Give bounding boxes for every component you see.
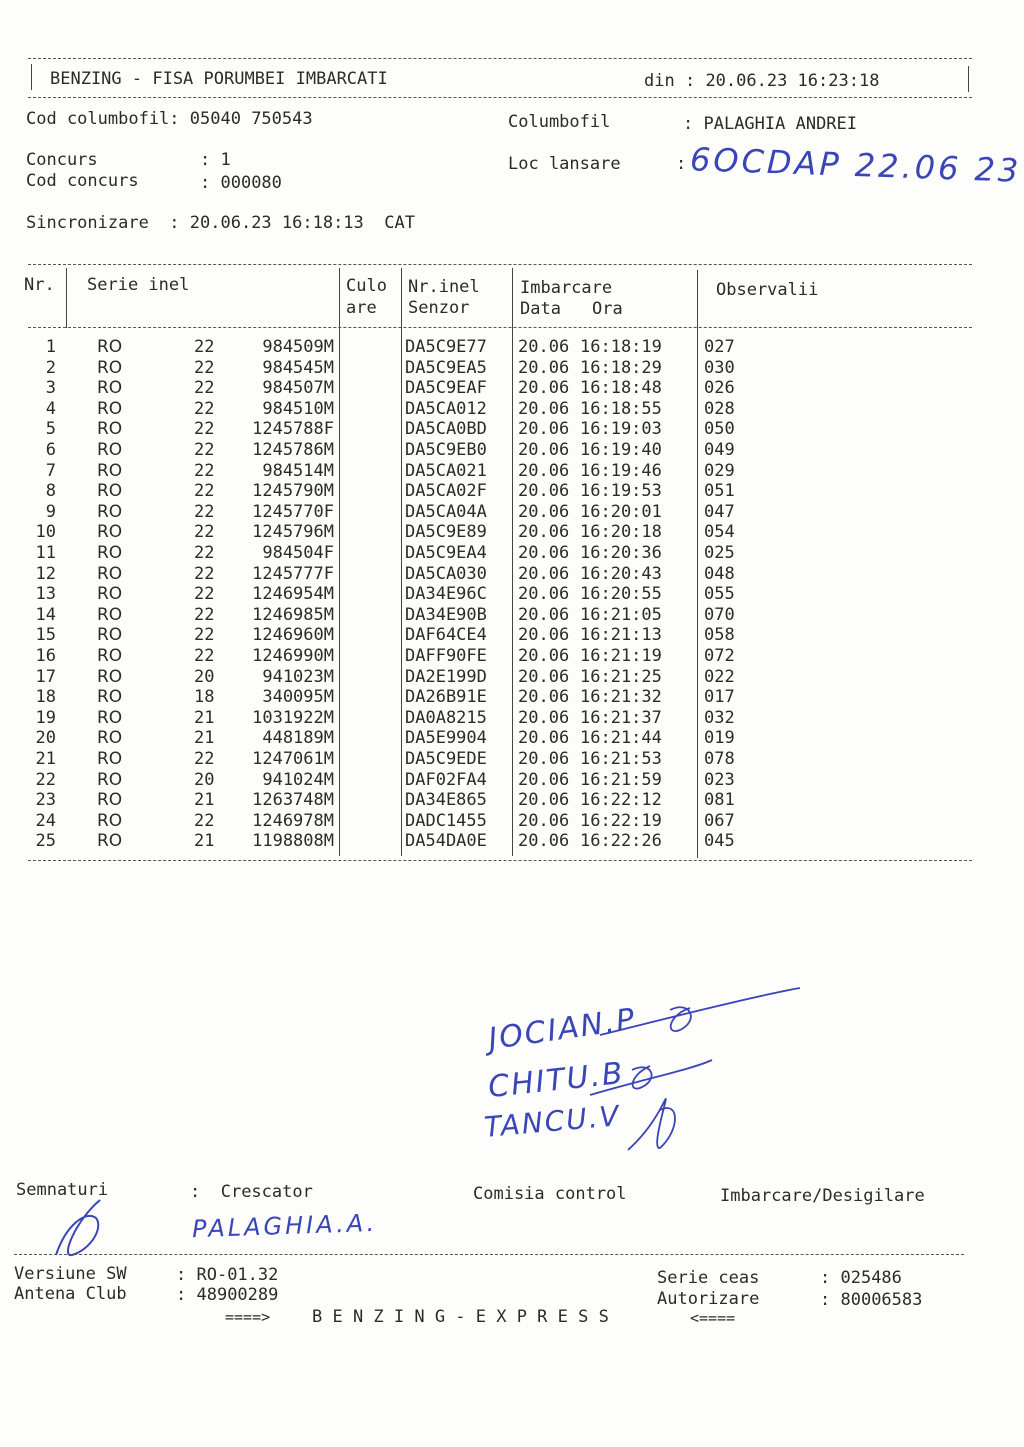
row-country: RO [97, 460, 123, 481]
row-country: RO [97, 522, 123, 543]
crescator-name-handwritten: PALAGHIA.A. [191, 1208, 378, 1244]
row-sensor-ring: DA5C9EDE [405, 749, 487, 769]
row-sensor-ring: DA5CA02F [405, 481, 487, 502]
col-header-nr: Nr. [24, 275, 55, 295]
row-observation: 070 [704, 604, 735, 625]
cod-columbofil: Cod columbofil: 05040 750543 [26, 109, 313, 129]
row-year: 22 [194, 543, 215, 563]
row-sensor-ring: DA5CA021 [405, 460, 487, 481]
row-date: 20.06 [518, 707, 570, 728]
row-number: 6 [45, 440, 56, 460]
row-number: 24 [35, 810, 56, 831]
row-ring-serial: 984504F [262, 543, 334, 563]
commission-name-2: CHITU.B [486, 1055, 627, 1106]
row-date: 20.06 [518, 790, 570, 811]
row-date: 20.06 [518, 584, 570, 605]
row-year: 21 [194, 707, 215, 728]
row-ring-serial: 1247061M [252, 749, 334, 769]
antena-label: Antena Club [14, 1284, 127, 1304]
row-observation: 022 [704, 666, 735, 687]
loc-lansare-colon: : [676, 154, 687, 174]
row-observation: 045 [704, 831, 735, 852]
row-number: 8 [45, 481, 56, 502]
row-observation: 055 [704, 584, 735, 605]
row-ring-serial: 984514M [262, 460, 334, 481]
row-date: 20.06 [518, 604, 570, 625]
brand-arrow-right: <==== [690, 1309, 736, 1327]
row-number: 19 [35, 707, 56, 728]
row-number: 22 [35, 769, 56, 790]
loc-lansare-handwritten: 6OCDAP 22.06 23 [689, 140, 1022, 190]
row-time: 16:18:19 [580, 337, 662, 357]
footer-separator [14, 1254, 964, 1255]
row-ring-serial: 1246960M [252, 625, 334, 646]
row-number: 11 [35, 543, 56, 563]
row-observation: 019 [704, 728, 735, 749]
row-observation: 028 [704, 398, 735, 419]
row-sensor-ring: DA2E199D [405, 666, 487, 687]
row-observation: 025 [704, 543, 735, 563]
row-sensor-ring: DA34E865 [405, 790, 487, 811]
row-date: 20.06 [518, 646, 570, 666]
versiune-label: Versiune SW [14, 1264, 127, 1284]
row-ring-serial: 984507M [262, 378, 334, 399]
row-observation: 054 [704, 522, 735, 543]
row-sensor-ring: DA5CA04A [405, 501, 487, 522]
row-year: 22 [194, 563, 215, 584]
row-observation: 081 [704, 790, 735, 811]
row-observation: 027 [704, 337, 735, 357]
row-sensor-ring: DA34E90B [405, 604, 487, 625]
row-country: RO [97, 790, 123, 811]
row-time: 16:19:03 [580, 419, 662, 440]
serie-ceas-label: Serie ceas [657, 1268, 760, 1288]
row-country: RO [97, 687, 123, 708]
row-time: 16:20:18 [580, 522, 662, 543]
row-observation: 049 [704, 440, 735, 460]
row-ring-serial: 984510M [262, 398, 334, 419]
row-sensor-ring: DA26B91E [405, 687, 487, 708]
row-ring-serial: 1246985M [252, 604, 334, 625]
row-time: 16:21:44 [580, 728, 662, 749]
row-time: 16:19:46 [580, 460, 662, 481]
row-country: RO [97, 604, 123, 625]
row-sensor-ring: DA5CA030 [405, 563, 487, 584]
row-time: 16:18:29 [580, 357, 662, 378]
row-year: 22 [194, 460, 215, 481]
row-ring-serial: 1246978M [252, 810, 334, 831]
row-date: 20.06 [518, 440, 570, 460]
col-header-observatii: Observalii [716, 280, 819, 300]
row-year: 22 [194, 419, 215, 440]
row-ring-serial: 1245770F [252, 501, 334, 522]
row-date: 20.06 [518, 728, 570, 749]
row-sensor-ring: DA34E96C [405, 584, 487, 605]
row-time: 16:22:12 [580, 790, 662, 811]
row-time: 16:22:19 [580, 810, 662, 831]
row-sensor-ring: DAF02FA4 [405, 769, 487, 790]
row-sensor-ring: DA5CA012 [405, 398, 487, 419]
row-time: 16:18:48 [580, 378, 662, 399]
row-sensor-ring: DA5C9EAF [405, 378, 487, 399]
row-date: 20.06 [518, 357, 570, 378]
row-observation: 023 [704, 769, 735, 790]
row-time: 16:21:37 [580, 707, 662, 728]
row-year: 22 [194, 378, 215, 399]
row-year: 18 [194, 687, 215, 708]
serie-ceas-value: : 025486 [820, 1268, 902, 1288]
row-year: 22 [194, 357, 215, 378]
row-ring-serial: 1246954M [252, 584, 334, 605]
loc-lansare-label: Loc lansare [508, 154, 621, 174]
row-date: 20.06 [518, 522, 570, 543]
row-number: 5 [45, 419, 56, 440]
row-ring-serial: 984545M [262, 357, 334, 378]
row-sensor-ring: DA5C9E77 [405, 337, 487, 357]
row-number: 16 [35, 646, 56, 666]
row-number: 21 [35, 749, 56, 769]
commission-name-3: TANCU.V [482, 1099, 622, 1144]
row-observation: 048 [704, 563, 735, 584]
row-ring-serial: 941024M [262, 769, 334, 790]
row-country: RO [97, 543, 123, 563]
row-date: 20.06 [518, 687, 570, 708]
crescator-label: : Crescator [190, 1182, 313, 1202]
col-header-ora: Ora [592, 299, 623, 319]
row-country: RO [97, 481, 123, 502]
row-country: RO [97, 728, 123, 749]
row-year: 22 [194, 749, 215, 769]
row-year: 22 [194, 646, 215, 666]
row-number: 4 [45, 398, 56, 419]
row-sensor-ring: DA0A8215 [405, 707, 487, 728]
row-year: 20 [194, 769, 215, 790]
row-year: 22 [194, 481, 215, 502]
row-sensor-ring: DA5CA0BD [405, 419, 487, 440]
row-ring-serial: 1198808M [252, 831, 334, 852]
row-country: RO [97, 337, 123, 357]
row-sensor-ring: DA54DA0E [405, 831, 487, 852]
row-year: 22 [194, 501, 215, 522]
row-date: 20.06 [518, 749, 570, 769]
row-date: 20.06 [518, 666, 570, 687]
row-year: 22 [194, 440, 215, 460]
row-year: 22 [194, 584, 215, 605]
row-year: 22 [194, 398, 215, 419]
antena-value: : 48900289 [176, 1285, 279, 1305]
row-country: RO [97, 419, 123, 440]
row-number: 3 [45, 378, 56, 399]
row-time: 16:20:36 [580, 543, 662, 563]
row-number: 18 [35, 687, 56, 708]
col-header-data: Data [520, 299, 561, 319]
row-ring-serial: 448189M [262, 728, 334, 749]
col-header-culoare-2: are [346, 298, 377, 318]
row-sensor-ring: DA5C9EA5 [405, 357, 487, 378]
versiune-value: : RO-01.32 [176, 1265, 279, 1285]
row-date: 20.06 [518, 769, 570, 790]
row-number: 13 [35, 584, 56, 605]
row-date: 20.06 [518, 625, 570, 646]
row-date: 20.06 [518, 460, 570, 481]
row-observation: 072 [704, 646, 735, 666]
row-year: 22 [194, 337, 215, 357]
row-country: RO [97, 769, 123, 790]
row-date: 20.06 [518, 398, 570, 419]
row-number: 25 [35, 831, 56, 852]
row-time: 16:20:01 [580, 501, 662, 522]
sincronizare: Sincronizare : 20.06.23 16:18:13 CAT [26, 213, 415, 233]
row-time: 16:21:05 [580, 604, 662, 625]
row-observation: 058 [704, 625, 735, 646]
row-observation: 030 [704, 357, 735, 378]
row-date: 20.06 [518, 337, 570, 357]
row-year: 22 [194, 604, 215, 625]
col-header-culoare-1: Culo [346, 276, 387, 296]
row-time: 16:18:55 [580, 398, 662, 419]
row-country: RO [97, 666, 123, 687]
row-ring-serial: 1245796M [252, 522, 334, 543]
row-date: 20.06 [518, 419, 570, 440]
row-ring-serial: 1031922M [252, 707, 334, 728]
col-header-nr-inel-1: Nr.inel [408, 277, 480, 297]
col-header-nr-inel-2: Senzor [408, 298, 470, 318]
row-number: 9 [45, 501, 56, 522]
comisia-label: Comisia control [473, 1184, 627, 1204]
columbofil-name: : PALAGHIA ANDREI [683, 114, 858, 134]
brand-arrow-left: ====> [225, 1308, 271, 1326]
row-date: 20.06 [518, 501, 570, 522]
row-ring-serial: 340095M [262, 687, 334, 708]
row-date: 20.06 [518, 481, 570, 502]
row-time: 16:21:53 [580, 749, 662, 769]
row-observation: 051 [704, 481, 735, 502]
row-country: RO [97, 378, 123, 399]
row-time: 16:20:43 [580, 563, 662, 584]
brand-footer: B E N Z I N G - E X P R E S S [312, 1307, 609, 1327]
row-observation: 047 [704, 501, 735, 522]
row-date: 20.06 [518, 563, 570, 584]
row-country: RO [97, 707, 123, 728]
row-country: RO [97, 625, 123, 646]
row-date: 20.06 [518, 543, 570, 563]
row-observation: 050 [704, 419, 735, 440]
row-date: 20.06 [518, 810, 570, 831]
row-sensor-ring: DA5C9EA4 [405, 543, 487, 563]
header-date: din : 20.06.23 16:23:18 [644, 71, 880, 91]
semnaturi-label: Semnaturi [16, 1180, 109, 1200]
row-year: 21 [194, 790, 215, 811]
row-number: 14 [35, 604, 56, 625]
row-country: RO [97, 398, 123, 419]
row-time: 16:21:59 [580, 769, 662, 790]
row-number: 23 [35, 790, 56, 811]
row-country: RO [97, 584, 123, 605]
row-country: RO [97, 810, 123, 831]
row-country: RO [97, 440, 123, 460]
row-time: 16:19:53 [580, 481, 662, 502]
row-time: 16:21:13 [580, 625, 662, 646]
row-number: 2 [45, 357, 56, 378]
row-observation: 026 [704, 378, 735, 399]
row-number: 17 [35, 666, 56, 687]
row-year: 22 [194, 625, 215, 646]
row-country: RO [97, 749, 123, 769]
row-time: 16:21:19 [580, 646, 662, 666]
concurs-value: : 1 [200, 150, 231, 170]
row-observation: 032 [704, 707, 735, 728]
row-sensor-ring: DA5C9E89 [405, 522, 487, 543]
row-number: 12 [35, 563, 56, 584]
row-year: 20 [194, 666, 215, 687]
row-sensor-ring: DA5E9904 [405, 728, 487, 749]
row-observation: 029 [704, 460, 735, 481]
row-ring-serial: 1245788F [252, 419, 334, 440]
row-number: 7 [45, 460, 56, 481]
row-ring-serial: 1245790M [252, 481, 334, 502]
row-date: 20.06 [518, 378, 570, 399]
row-country: RO [97, 563, 123, 584]
row-observation: 067 [704, 810, 735, 831]
row-ring-serial: 941023M [262, 666, 334, 687]
document-title: BENZING - FISA PORUMBEI IMBARCATI [50, 69, 388, 89]
row-number: 15 [35, 625, 56, 646]
row-number: 20 [35, 728, 56, 749]
cod-concurs-value: : 000080 [200, 173, 282, 193]
row-ring-serial: 1245777F [252, 563, 334, 584]
row-number: 10 [35, 522, 56, 543]
row-year: 21 [194, 728, 215, 749]
col-header-serie-inel: Serie inel [87, 275, 190, 295]
row-time: 16:19:40 [580, 440, 662, 460]
row-country: RO [97, 646, 123, 666]
row-year: 22 [194, 522, 215, 543]
row-country: RO [97, 501, 123, 522]
row-ring-serial: 984509M [262, 337, 334, 357]
commission-name-1: JOCIAN.P [486, 1001, 639, 1058]
row-time: 16:21:25 [580, 666, 662, 687]
autorizare-value: : 80006583 [820, 1290, 923, 1310]
row-year: 21 [194, 831, 215, 852]
row-time: 16:21:32 [580, 687, 662, 708]
row-year: 22 [194, 810, 215, 831]
row-date: 20.06 [518, 831, 570, 852]
row-observation: 078 [704, 749, 735, 769]
row-sensor-ring: DADC1455 [405, 810, 487, 831]
row-sensor-ring: DA5C9EB0 [405, 440, 487, 460]
row-time: 16:20:55 [580, 584, 662, 605]
columbofil-label: Columbofil [508, 112, 611, 132]
row-ring-serial: 1246990M [252, 646, 334, 666]
row-ring-serial: 1245786M [252, 440, 334, 460]
row-observation: 017 [704, 687, 735, 708]
concurs-label: Concurs [26, 150, 98, 170]
row-number: 1 [45, 337, 56, 357]
cod-concurs-label: Cod concurs [26, 171, 139, 191]
row-time: 16:22:26 [580, 831, 662, 852]
row-sensor-ring: DAFF90FE [405, 646, 487, 666]
col-header-imbarcare: Imbarcare [520, 278, 613, 298]
row-country: RO [97, 357, 123, 378]
row-sensor-ring: DAF64CE4 [405, 625, 487, 646]
row-ring-serial: 1263748M [252, 790, 334, 811]
imbarcare-desigilare-label: Imbarcare/Desigilare [720, 1186, 925, 1206]
row-country: RO [97, 831, 123, 852]
autorizare-label: Autorizare [657, 1289, 760, 1309]
